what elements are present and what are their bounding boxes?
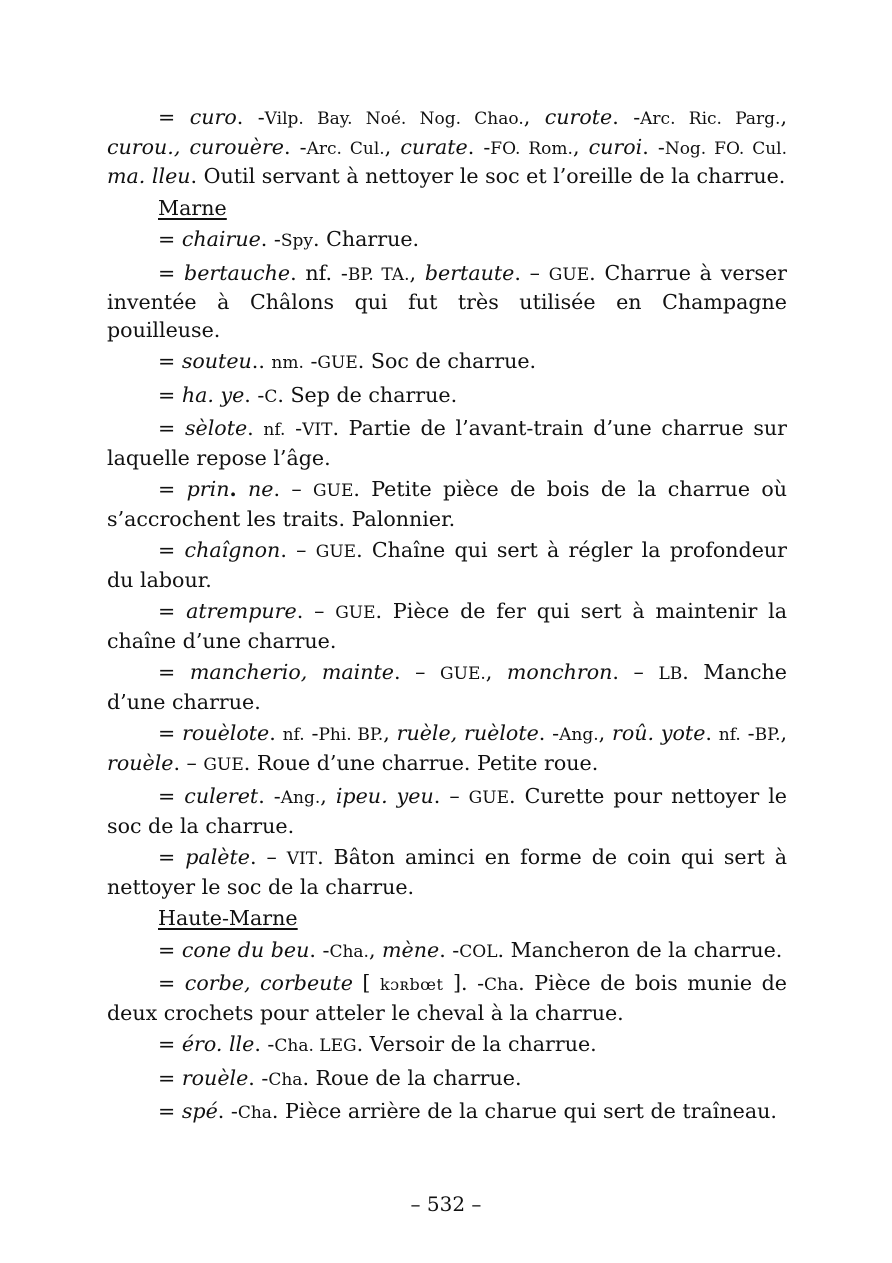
source-abbrev: Phi. BP. [318, 725, 384, 745]
entry-text: = [158, 260, 185, 285]
entry-text: . Mancheron de la charrue. [497, 937, 783, 962]
dictionary-entry [107, 260, 787, 345]
entry-text: . Roue de la charrue. [302, 1065, 522, 1090]
source-abbrev: C [264, 386, 278, 407]
entry-text: - [285, 416, 303, 440]
headword: bertaute [424, 260, 515, 285]
entry-text: . - [538, 721, 560, 745]
dictionary-entry [107, 348, 787, 378]
entry-text: . - [244, 382, 265, 407]
entry-text: . – [273, 477, 314, 501]
source-abbrev: Vilp. Bay. Noé. Nog. Chao. [264, 109, 524, 129]
headword: ruèle, ruèlote [396, 721, 539, 745]
dictionary-entry [107, 720, 787, 779]
entry-text: . - [642, 134, 665, 159]
headword: roû. yote [612, 721, 706, 745]
source-abbrev: GUE [315, 542, 357, 562]
entry-text: , [598, 721, 613, 745]
headword: souteu [181, 349, 252, 373]
entry-text: . Pièce arrière de la charue qui sert de traîneau. [271, 1099, 777, 1123]
entry-text: [ [352, 971, 380, 995]
entry-text: = [158, 105, 190, 129]
headword: mancherio, mainte [189, 660, 394, 684]
headword: curate [400, 134, 468, 159]
headword: ne [248, 477, 274, 501]
entry-text: . Petite pièce de bois de la charrue où s’accrochent les traits. Palonnier. [107, 477, 788, 531]
dictionary-entry [107, 970, 787, 1027]
entry-text: . Manche d’une charrue. [107, 660, 787, 714]
source-abbrev: Nog. FO. Cul. [664, 138, 788, 159]
entry-text: . - [217, 1099, 238, 1123]
entry-text: . Partie de l’avant-train d’une charrue sur laquelle repose l’âge. [107, 416, 787, 470]
source-abbrev: GUE. [440, 664, 486, 684]
source-abbrev: LB [658, 664, 683, 684]
entry-text: , [320, 784, 336, 808]
entry-text: Marne [158, 195, 227, 220]
entry-text: . - [260, 227, 281, 251]
section-heading-text [158, 906, 298, 930]
headword: monchron [506, 660, 613, 684]
headword: culeret [184, 784, 259, 808]
entry-text: . Pièce de bois munie de deux crochets pour atteler le cheval à la charrue. [107, 971, 787, 1025]
entry-text: , [409, 260, 425, 285]
section-heading [107, 195, 787, 223]
headword: ha. ye [181, 382, 245, 407]
entry-text: . – [249, 845, 287, 869]
headword: curo [189, 105, 237, 129]
entry-text: = [158, 477, 187, 501]
entry-text: , [383, 721, 397, 745]
entry-text: = [158, 382, 182, 407]
headword: curou., curouère [107, 134, 284, 159]
entry-text: . Bâton aminci en forme de coin qui sert à nettoyer le soc de la charrue. [107, 845, 787, 899]
dictionary-entry [107, 937, 787, 967]
entry-text: - [740, 721, 755, 745]
entry-text: . [269, 721, 283, 745]
entry-text: = [158, 1065, 182, 1090]
entry-text: . – [514, 260, 549, 285]
entry-text: = [158, 538, 185, 562]
source-abbrev: GUE [203, 754, 244, 775]
entry-text: = [158, 845, 186, 869]
entry-text: . [705, 721, 719, 745]
entry-text: . Charrue. [312, 227, 420, 251]
source-abbrev: VIT [302, 420, 333, 440]
source-abbrev: Arc. Cul. [306, 138, 385, 159]
source-abbrev: Cha. [329, 941, 369, 962]
source-abbrev: Cha [237, 1103, 272, 1123]
entry-text: - [304, 721, 319, 745]
source-abbrev: Cha. LEG [274, 1036, 357, 1056]
entry-text: = [158, 349, 182, 373]
entry-text: . Sep de charrue. [277, 382, 458, 407]
source-abbrev: VIT [286, 849, 318, 869]
entry-text: .. [251, 349, 272, 373]
headword: éro. lle [181, 1032, 255, 1056]
source-abbrev: Ang. [280, 788, 321, 808]
entry-text: . - [258, 784, 281, 808]
section-heading-text [158, 196, 227, 220]
entry-text: = [158, 599, 187, 623]
entry-text: . - [439, 937, 460, 962]
dictionary-entry [107, 1065, 787, 1095]
entry-text: . - [284, 134, 307, 159]
entry-text: = [158, 937, 182, 962]
headword: spé [181, 1099, 218, 1123]
source-abbrev: GUE [468, 788, 509, 808]
entry-text [237, 477, 248, 501]
entry-text: . - [612, 105, 641, 129]
source-abbrev: nf. [718, 725, 741, 745]
entry-text: , [780, 721, 788, 745]
entry-text: - [303, 349, 318, 373]
entry-text: = [158, 227, 182, 251]
headword: corbe, corbeute [184, 971, 353, 995]
source-abbrev: FO. Rom. [490, 138, 573, 159]
headword: atrempure [186, 599, 297, 623]
entry-text: . - [309, 937, 330, 962]
entry-text: . – [394, 660, 441, 684]
headword: ipeu. yeu [335, 784, 434, 808]
entry-text: . Curette pour nettoyer le soc de la charrue. [107, 784, 787, 838]
entry-text: = [158, 660, 190, 684]
headword: palète [185, 845, 250, 869]
entry-text: , [572, 134, 589, 159]
headword: prin [186, 477, 230, 501]
entry-text: . Chaîne qui sert à régler la profondeur du labour. [107, 538, 788, 592]
entry-text: . - [467, 134, 491, 159]
entry-text: . Soc de charrue. [357, 349, 537, 373]
entry-text: . Versoir de la charrue. [356, 1032, 597, 1056]
entry-text: . [247, 416, 264, 440]
entry-text: . – [612, 660, 659, 684]
source-abbrev: Cha [484, 975, 519, 995]
entry-text: . Pièce de fer qui sert à maintenir la chaîne d’une charrue. [107, 599, 787, 653]
headword: cone du beu [181, 937, 310, 962]
headword: sèlote [184, 416, 248, 440]
source-abbrev: Cha [268, 1069, 303, 1090]
dictionary-entry [107, 415, 787, 472]
source-abbrev: COL [459, 941, 498, 962]
headword: ma. lleu [107, 164, 191, 188]
source-abbrev: nm. [271, 353, 304, 373]
source-abbrev: GUE [548, 264, 590, 285]
entry-text: . - [236, 105, 265, 129]
source-abbrev: BP. TA. [347, 264, 410, 285]
source-abbrev: nf. [282, 725, 305, 745]
entry-text: . - [248, 1065, 269, 1090]
dictionary-entry [107, 226, 787, 256]
source-abbrev: GUE [335, 603, 376, 623]
dictionary-entry [107, 1098, 787, 1128]
entry-text: . Charrue à verser inventée à Châlons qui fut très utilisée en Champagne pouilleuse. [107, 260, 788, 342]
dictionary-entry [107, 537, 787, 594]
headword: rouèlote [182, 721, 270, 745]
source-abbrev: Arc. Ric. Parg. [640, 109, 781, 129]
source-abbrev: Spy [280, 231, 313, 251]
entry-text: , [485, 660, 507, 684]
source-abbrev: GUE [317, 353, 358, 373]
entry-text: Haute-Marne [158, 906, 298, 930]
entry-text: . – [280, 538, 316, 562]
source-abbrev: Ang. [559, 725, 599, 745]
phonetic: kɔʀbœt [379, 975, 444, 994]
page-body [107, 104, 787, 1132]
dictionary-entry [107, 104, 787, 191]
entry-text: . – [173, 750, 204, 775]
entry-text: . Roue d’une charrue. Petite roue. [243, 750, 599, 775]
entry-text: , [523, 105, 545, 129]
dictionary-entry [107, 783, 787, 840]
headword: rouèle [107, 750, 174, 775]
headword: bertauche [184, 260, 291, 285]
entry-text: , [384, 134, 401, 159]
headword: rouèle [181, 1065, 249, 1090]
entry-text: ]. - [443, 971, 485, 995]
dictionary-entry [107, 1031, 787, 1061]
dictionary-entry [107, 598, 787, 655]
entry-text: . nf. - [290, 260, 348, 285]
headword: curote [544, 105, 613, 129]
source-abbrev: nf. [263, 420, 286, 440]
entry-text: = [158, 1099, 182, 1123]
entry-text: . – [433, 784, 469, 808]
dictionary-entry [107, 659, 787, 716]
entry-text: . – [296, 599, 336, 623]
headword: mène [382, 937, 440, 962]
entry-text: = [158, 1032, 182, 1056]
entry-text: , [368, 937, 383, 962]
entry-text: , [780, 105, 787, 129]
dictionary-entry [107, 382, 787, 412]
entry-text: = [158, 721, 183, 745]
page-number: – 532 – [410, 1192, 482, 1216]
bold-mark: . [229, 477, 237, 501]
source-abbrev: BP. [754, 725, 781, 745]
entry-text: = [158, 416, 185, 440]
entry-text: . Outil servant à nettoyer le soc et l’oreille de la charrue. [190, 164, 786, 188]
entry-text: = [158, 784, 185, 808]
section-heading [107, 905, 787, 933]
entry-text: . - [254, 1032, 275, 1056]
headword: chaîgnon [184, 538, 281, 562]
dictionary-entry [107, 476, 787, 533]
headword: chairue [181, 227, 261, 251]
headword: curoi [588, 134, 643, 159]
source-abbrev: GUE [313, 481, 354, 501]
dictionary-entry [107, 844, 787, 901]
entry-text: = [158, 971, 185, 995]
